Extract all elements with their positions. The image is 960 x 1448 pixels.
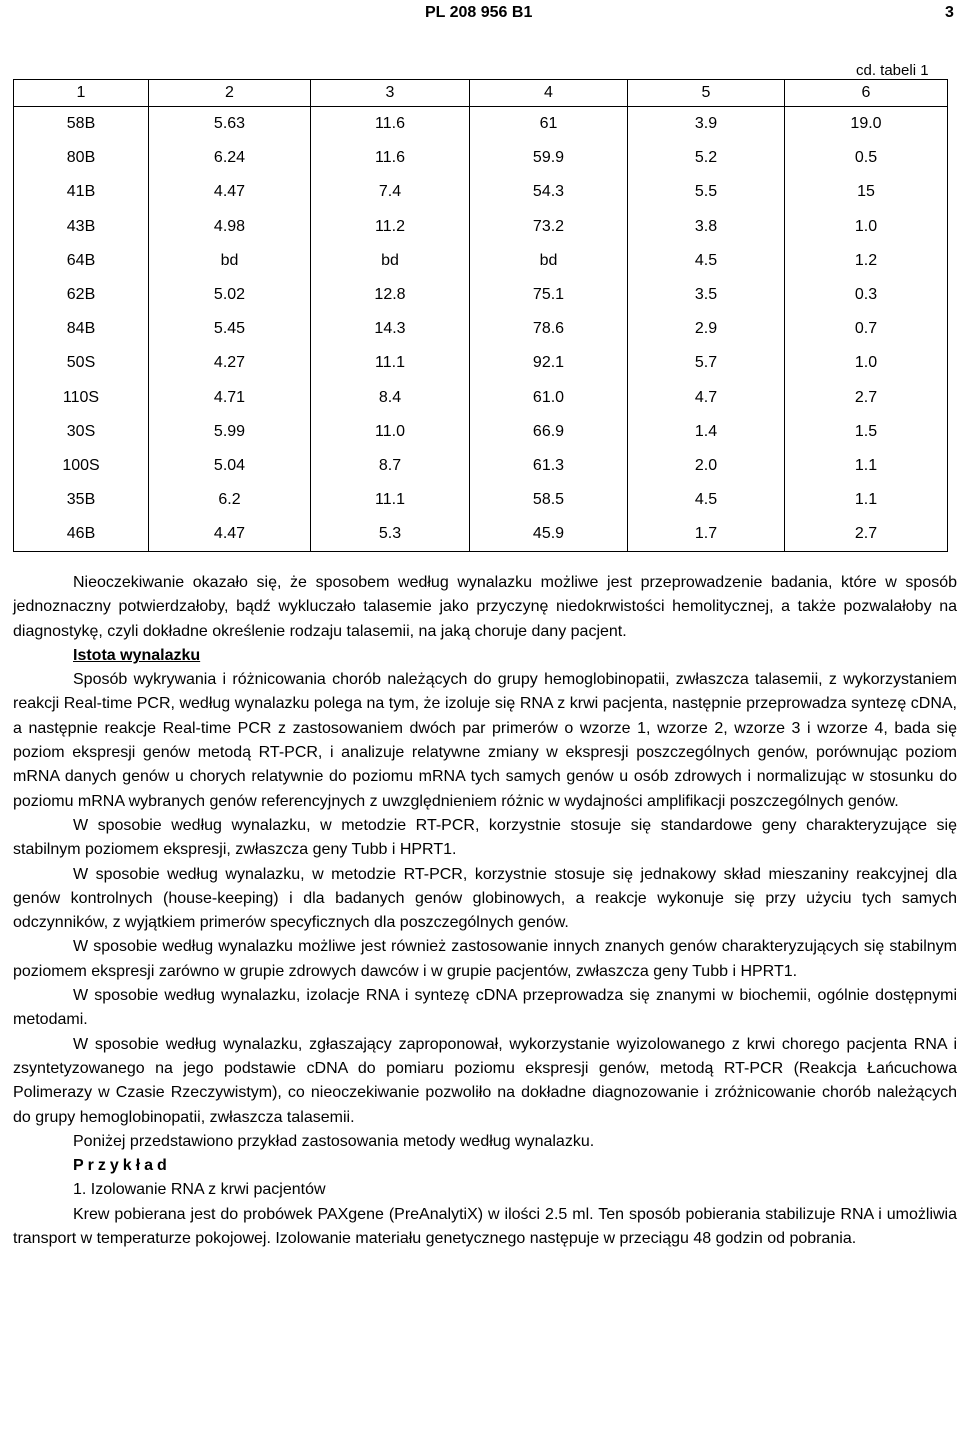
table-cell: 46B (14, 517, 149, 552)
table-cell: 11.2 (311, 210, 470, 244)
table-cell: 2.7 (785, 381, 948, 415)
table-cell: 5.7 (628, 346, 785, 380)
table-cell: 5.5 (628, 175, 785, 209)
paragraph: Poniżej przedstawiono przykład zastosowania metody według wynalazku. (73, 1132, 595, 1150)
column-header: 4 (470, 80, 628, 107)
table-cell: 4.27 (149, 346, 311, 380)
data-table (13, 79, 948, 552)
table-cell: 92.1 (470, 346, 628, 380)
paragraph: Sposób wykrywania i różnicowania chorób należących do grupy hemoglobinopatii, zwłaszcza talasemii, z wykorzystaniem reakcji Real-time PCR, według wynalazku polega na tym, że izoluje się RNA z krwi pacjenta, następnie przeprowadza syntezę cDNA, a następnie reakcje Real-time PCR z zastosowaniem dwóch par primerów o wzorze 1, wzorze 2, wzorze 3 i wzorze 4, bada się poziom ekspresji genów metodą RT-PCR, i analizuje relatywne zmiany w ekspresji poszczególnych genów, porównując poziom mRNA danych genów u chorych relatywnie do poziomu mRNA tych samych genów u osób zdrowych i normalizując w stosunku do poziomu mRNA wybranych genów referencyjnych z uwzględnieniem różnic w wydajności amplifikacji poszczególnych genów. (13, 671, 957, 810)
table-cell: 6.2 (149, 483, 311, 517)
table-cell: 66.9 (470, 415, 628, 449)
column-header: 6 (785, 80, 948, 107)
table-cell: 0.3 (785, 278, 948, 312)
document-body (13, 571, 957, 1251)
table-cell: 5.2 (628, 141, 785, 175)
step-heading: 1. Izolowanie RNA z krwi pacjentów (73, 1181, 326, 1199)
column-header: 3 (311, 80, 470, 107)
table-cell: 11.6 (311, 141, 470, 175)
publication-number: PL 208 956 B1 (425, 4, 533, 21)
table-continuation-label: cd. tabeli 1 (856, 62, 929, 79)
table-row (14, 483, 948, 517)
table-cell: 6.24 (149, 141, 311, 175)
table-cell: 75.1 (470, 278, 628, 312)
table-cell: 5.63 (149, 107, 311, 142)
table-cell: 54.3 (470, 175, 628, 209)
paragraph: Nieoczekiwanie okazało się, że sposobem według wynalazku możliwe jest przeprowadzenie badania, które w sposób jednoznaczny potwierdzałoby, bądź wykluczało talasemie jako przyczynę niedokrwistości hemolitycznej, a także pozwalałoby na diagnostykę, czyli dokładne określenie rodzaju talasemii, na jaką choruje dany pacjent. (13, 574, 957, 640)
table-cell: 14.3 (311, 312, 470, 346)
table-cell: 59.9 (470, 141, 628, 175)
table-cell: 1.0 (785, 210, 948, 244)
page-header (0, 4, 960, 28)
column-header: 5 (628, 80, 785, 107)
table-cell: 1.0 (785, 346, 948, 380)
paragraph: Krew pobierana jest do probówek PAXgene (PreAnalytiX) w ilości 2.5 ml. Ten sposób pobierania stabilizuje RNA i umożliwia transport w temperaturze pokojowej. Izolowanie materiału genetycznego następuje w przeciągu 48 godzin od pobrania. (13, 1205, 957, 1248)
table-cell: 8.4 (311, 381, 470, 415)
page-number: 3 (945, 4, 954, 21)
table-row (14, 107, 948, 142)
table-cell: 11.0 (311, 415, 470, 449)
table-cell: 3.5 (628, 278, 785, 312)
table-row (14, 449, 948, 483)
table-cell: 4.5 (628, 244, 785, 278)
table-cell: 3.9 (628, 107, 785, 142)
table-cell: 5.04 (149, 449, 311, 483)
table-cell: 15 (785, 175, 948, 209)
table-cell: 35B (14, 483, 149, 517)
table-cell: 62B (14, 278, 149, 312)
paragraph: W sposobie według wynalazku możliwe jest również zastosowanie innych znanych genów charakteryzujących się stabilnym poziomem ekspresji zarówno w grupie zdrowych dawców i w grupie pacjentów, zwłaszcza geny Tubb i HPRT1. (13, 938, 957, 980)
table-cell: 2.7 (785, 517, 948, 552)
table-cell: 5.99 (149, 415, 311, 449)
table-cell: 8.7 (311, 449, 470, 483)
table-cell: 11.1 (311, 483, 470, 517)
table-body (14, 107, 948, 552)
table-cell: 4.47 (149, 517, 311, 552)
table-cell: bd (149, 244, 311, 278)
table-cell: 3.8 (628, 210, 785, 244)
table-cell: 30S (14, 415, 149, 449)
table-cell: 11.6 (311, 107, 470, 142)
table-cell: 12.8 (311, 278, 470, 312)
paragraph: W sposobie według wynalazku, zgłaszający zaproponował, wykorzystanie wyizolowanego z krwi chorego pacjenta RNA i zsyntetyzowanego na jego podstawie cDNA do pomiaru poziomu ekspresji genów, metodą RT-PCR (Reakcja Łańcuchowa Polimerazy w Czasie Rzeczywistym), co nieoczekiwanie pozwoliło na dokładne diagnozowanie i zróżnicowanie chorób należących do grupy hemoglobinopatii, zwłaszcza talasemii. (13, 1035, 957, 1126)
table-header-row (14, 80, 948, 107)
table-cell: 2.9 (628, 312, 785, 346)
column-header: 1 (14, 80, 149, 107)
table-cell: 19.0 (785, 107, 948, 142)
table-cell: 4.98 (149, 210, 311, 244)
example-heading: Przykład (73, 1157, 171, 1175)
table-row (14, 415, 948, 449)
table-cell: 5.45 (149, 312, 311, 346)
table-cell: 110S (14, 381, 149, 415)
table-row (14, 278, 948, 312)
table-cell: 73.2 (470, 210, 628, 244)
table-cell: bd (311, 244, 470, 278)
paragraph: W sposobie według wynalazku, w metodzie RT-PCR, korzystnie stosuje się standardowe geny charakteryzujące się stabilnym poziomem ekspresji, zwłaszcza geny Tubb i HPRT1. (13, 816, 957, 859)
table-row (14, 312, 948, 346)
table-cell: 5.02 (149, 278, 311, 312)
table-cell: 1.4 (628, 415, 785, 449)
table-cell: 58B (14, 107, 149, 142)
table-cell: 84B (14, 312, 149, 346)
paragraph: W sposobie według wynalazku, izolacje RNA i syntezę cDNA przeprowadza się znanymi w biochemii, ogólnie dostępnymi metodami. (13, 987, 957, 1029)
table-cell: 4.47 (149, 175, 311, 209)
table-row (14, 175, 948, 209)
table-cell: 64B (14, 244, 149, 278)
table-cell: 61.0 (470, 381, 628, 415)
table-cell: 41B (14, 175, 149, 209)
table-cell: 1.7 (628, 517, 785, 552)
table-cell: 0.5 (785, 141, 948, 175)
table-row (14, 244, 948, 278)
table-cell: 61 (470, 107, 628, 142)
table-cell: 4.7 (628, 381, 785, 415)
section-heading: Istota wynalazku (73, 646, 201, 664)
table-cell: 1.1 (785, 483, 948, 517)
table-row (14, 210, 948, 244)
table-cell: 100S (14, 449, 149, 483)
table-cell: 78.6 (470, 312, 628, 346)
table-cell: 2.0 (628, 449, 785, 483)
table-cell: 58.5 (470, 483, 628, 517)
table-cell: 1.2 (785, 244, 948, 278)
table-cell: bd (470, 244, 628, 278)
column-header: 2 (149, 80, 311, 107)
table-cell: 1.5 (785, 415, 948, 449)
table-row (14, 381, 948, 415)
table-row (14, 346, 948, 380)
table-cell: 4.71 (149, 381, 311, 415)
table-cell: 45.9 (470, 517, 628, 552)
table-cell: 11.1 (311, 346, 470, 380)
table-cell: 50S (14, 346, 149, 380)
paragraph: W sposobie według wynalazku, w metodzie RT-PCR, korzystnie stosuje się jednakowy skład mieszaniny reakcyjnej dla genów kontrolnych (house-keeping) i dla badanych genów globinowych, a reakcje wykonuje się przy użyciu tych samych odczynników, z wyjątkiem primerów specyficznych dla poszczególnych genów. (13, 865, 957, 932)
table-cell: 61.3 (470, 449, 628, 483)
table-cell: 4.5 (628, 483, 785, 517)
table-cell: 0.7 (785, 312, 948, 346)
table-row (14, 517, 948, 552)
table-cell: 5.3 (311, 517, 470, 552)
table-cell: 7.4 (311, 175, 470, 209)
table-cell: 80B (14, 141, 149, 175)
table-row (14, 141, 948, 175)
table-cell: 1.1 (785, 449, 948, 483)
table-cell: 43B (14, 210, 149, 244)
